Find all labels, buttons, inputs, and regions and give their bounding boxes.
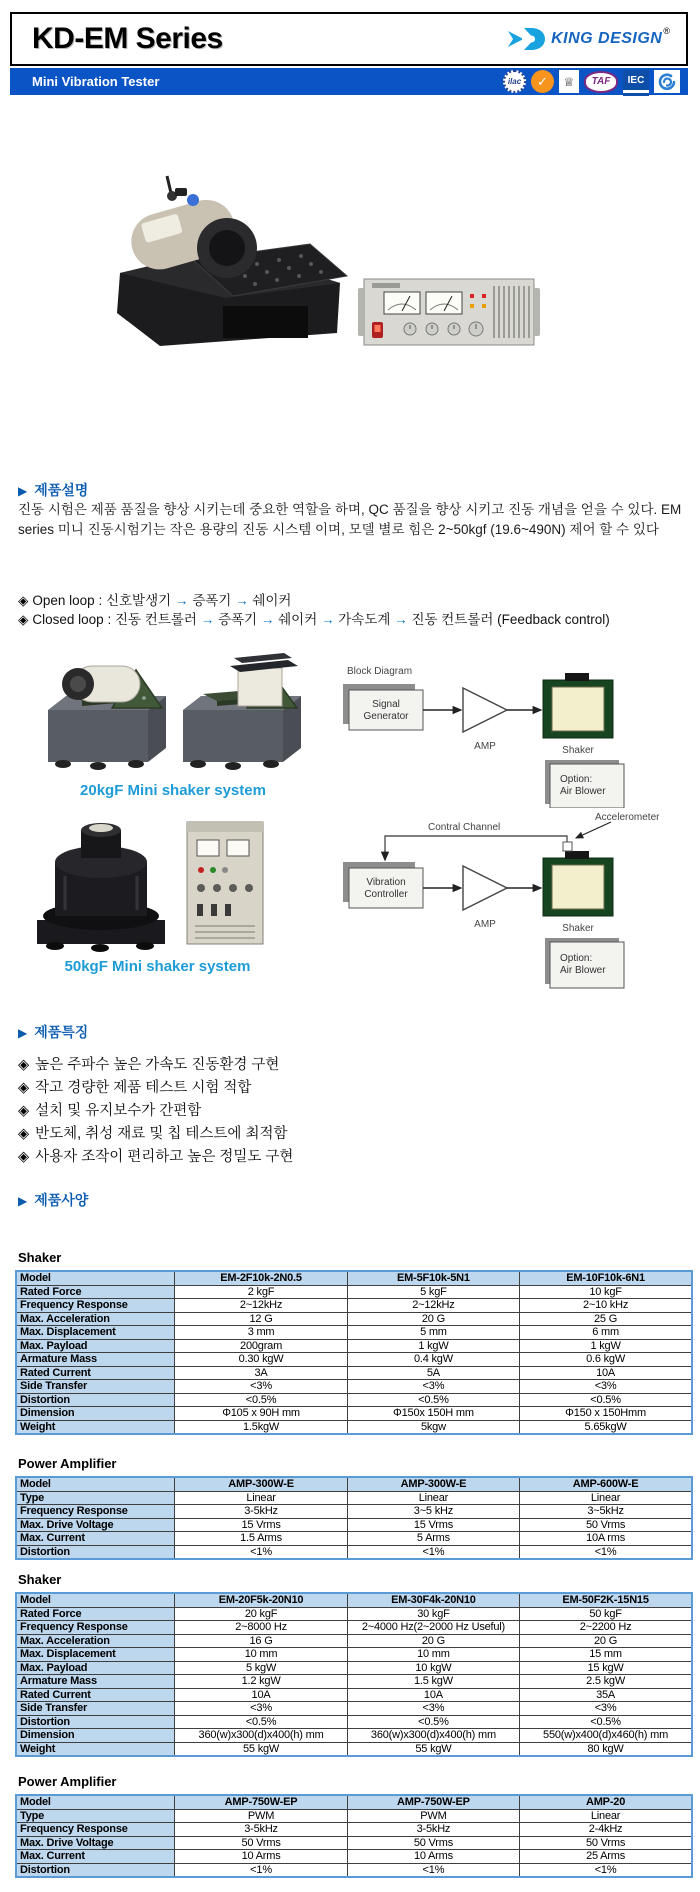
ilac-badge-icon: ilac bbox=[503, 70, 526, 93]
spec-value-cell: 35A bbox=[520, 1688, 692, 1702]
amp-label: AMP bbox=[474, 919, 496, 930]
spec-row bbox=[16, 1420, 692, 1434]
spec-header-cell: EM-50F2K-15N15 bbox=[520, 1593, 692, 1607]
diamond-bullet-icon: ◈ bbox=[18, 593, 29, 608]
spec-header-cell: AMP-300W-E bbox=[347, 1477, 519, 1491]
spec-label-cell: Rated Force bbox=[16, 1607, 175, 1621]
spec-row bbox=[16, 1393, 692, 1407]
amp-label: AMP bbox=[474, 741, 496, 752]
option-box-line2: Air Blower bbox=[560, 786, 606, 797]
shaker-spec-table-2 bbox=[15, 1592, 693, 1757]
spec-label-cell: Frequency Response bbox=[16, 1621, 175, 1635]
spec-value-cell: 3-5kHz bbox=[175, 1823, 347, 1837]
loop-name: Closed loop : bbox=[32, 612, 115, 627]
section-title: 제품설명 bbox=[34, 482, 89, 498]
spec-value-cell: 1 kgW bbox=[520, 1339, 692, 1353]
product-description: 진동 시험은 제품 품질을 향상 시키는데 중요한 역할을 하며, QC 품질을 향상 시키고 진동 개념을 얻을 수 있다. EM series 미니 진동시험기는 작은 용량의 진동 시스템 이며, 모델 별로 힘은 2~50kgf (19.6~490N) 제어 할 수 있다 bbox=[18, 502, 682, 537]
spec-value-cell: 1.5 kgW bbox=[347, 1675, 519, 1689]
spec-value-cell: 5.65kgW bbox=[520, 1420, 692, 1434]
spec-value-cell: <1% bbox=[175, 1863, 347, 1877]
table-title-amplifier-1: Power Amplifier bbox=[18, 1456, 117, 1471]
spec-row bbox=[16, 1850, 692, 1864]
spec-label-cell: Distortion bbox=[16, 1715, 175, 1729]
spec-label-cell: Max. Payload bbox=[16, 1339, 175, 1353]
spec-header-cell: AMP-300W-E bbox=[175, 1477, 347, 1491]
spec-value-cell: 55 kgW bbox=[175, 1742, 347, 1756]
spec-row bbox=[16, 1407, 692, 1421]
registered-mark: ® bbox=[663, 26, 670, 36]
spec-value-cell: 50 Vrms bbox=[520, 1518, 692, 1532]
subtitle: Mini Vibration Tester bbox=[32, 74, 160, 89]
spec-row bbox=[16, 1621, 692, 1635]
spec-value-cell: 1 kgW bbox=[347, 1339, 519, 1353]
spec-value-cell: 30 kgF bbox=[347, 1607, 519, 1621]
loop-step: 신호발생기 bbox=[105, 593, 172, 608]
spec-row bbox=[16, 1285, 692, 1299]
closed-loop-block-diagram bbox=[333, 806, 698, 994]
spec-value-cell: 55 kgW bbox=[347, 1742, 519, 1756]
spec-row bbox=[16, 1675, 692, 1689]
spec-value-cell: 2.5 kgW bbox=[520, 1675, 692, 1689]
product-photo-shaker bbox=[105, 148, 355, 353]
subtitle-bar bbox=[10, 68, 688, 95]
feature-text: 사용자 조작이 편리하고 높은 정밀도 구현 bbox=[35, 1149, 294, 1165]
spec-row bbox=[16, 1809, 692, 1823]
section-header-features bbox=[18, 1022, 88, 1042]
spec-label-cell: Frequency Response bbox=[16, 1505, 175, 1519]
spec-value-cell: 10 kgW bbox=[347, 1661, 519, 1675]
spec-label-cell: Rated Current bbox=[16, 1366, 175, 1380]
spec-value-cell: <3% bbox=[175, 1702, 347, 1716]
spec-value-cell: Φ150x 150H mm bbox=[347, 1407, 519, 1421]
spec-value-cell: 5kgw bbox=[347, 1420, 519, 1434]
spec-value-cell: <0.5% bbox=[347, 1393, 519, 1407]
spec-value-cell: <0.5% bbox=[175, 1715, 347, 1729]
spec-value-cell: 3~5 kHz bbox=[347, 1505, 519, 1519]
spec-row bbox=[16, 1477, 692, 1491]
certification-badges bbox=[503, 70, 680, 93]
page-title: KD-EM Series bbox=[32, 22, 223, 55]
spec-label-cell: Distortion bbox=[16, 1393, 175, 1407]
spec-header-cell: AMP-600W-E bbox=[520, 1477, 692, 1491]
spec-label-cell: Max. Current bbox=[16, 1850, 175, 1864]
spec-value-cell: 3~5kHz bbox=[520, 1505, 692, 1519]
spec-label-cell: Rated Current bbox=[16, 1688, 175, 1702]
flow-arrow-icon: → bbox=[257, 612, 279, 627]
taf-badge-icon: TAF bbox=[584, 71, 618, 93]
loop-step: 증폭기 bbox=[192, 593, 232, 608]
spec-row bbox=[16, 1607, 692, 1621]
spec-label-cell: Dimension bbox=[16, 1407, 175, 1421]
spec-value-cell: 2 kgF bbox=[175, 1285, 347, 1299]
spec-row bbox=[16, 1702, 692, 1716]
spec-value-cell: 5 kgF bbox=[347, 1285, 519, 1299]
spec-value-cell: 15 Vrms bbox=[347, 1518, 519, 1532]
spec-value-cell: 2~10 kHz bbox=[520, 1299, 692, 1313]
spec-label-cell: Armature Mass bbox=[16, 1353, 175, 1367]
spec-table bbox=[15, 1270, 693, 1435]
spec-label-cell: Side Transfer bbox=[16, 1702, 175, 1716]
spec-value-cell: 10A bbox=[520, 1366, 692, 1380]
spec-value-cell: 3A bbox=[175, 1366, 347, 1380]
spec-label-cell: Side Transfer bbox=[16, 1380, 175, 1394]
spec-row bbox=[16, 1729, 692, 1743]
spec-row bbox=[16, 1353, 692, 1367]
diamond-bullet-icon: ◈ bbox=[18, 1057, 30, 1073]
spec-label-cell: Max. Acceleration bbox=[16, 1312, 175, 1326]
feature-item bbox=[18, 1077, 293, 1100]
feature-item bbox=[18, 1123, 293, 1146]
spec-value-cell: <1% bbox=[520, 1863, 692, 1877]
shaker-label: Shaker bbox=[562, 745, 594, 756]
spec-value-cell: <3% bbox=[175, 1380, 347, 1394]
spec-header-cell: EM-5F10k-5N1 bbox=[347, 1271, 519, 1285]
spec-value-cell: <1% bbox=[347, 1863, 519, 1877]
spec-value-cell: 5 mm bbox=[347, 1326, 519, 1340]
spec-row bbox=[16, 1491, 692, 1505]
spec-value-cell: <0.5% bbox=[520, 1715, 692, 1729]
spec-label-cell: Rated Force bbox=[16, 1285, 175, 1299]
amplifier-spec-table-2 bbox=[15, 1794, 693, 1878]
diamond-bullet-icon: ◈ bbox=[18, 1149, 30, 1165]
loop-step: 가속도계 bbox=[338, 612, 391, 627]
spec-value-cell: 50 Vrms bbox=[175, 1836, 347, 1850]
spec-row bbox=[16, 1545, 692, 1559]
spec-value-cell: 2~4000 Hz(2~2000 Hz Useful) bbox=[347, 1621, 519, 1635]
table-title-amplifier-2: Power Amplifier bbox=[18, 1774, 117, 1789]
brand-name: KING DESIGN bbox=[551, 30, 663, 47]
option-box-line1: Option: bbox=[560, 774, 593, 785]
spec-value-cell: 50 kgF bbox=[520, 1607, 692, 1621]
gtc-swirl-badge-icon bbox=[654, 70, 680, 93]
spec-value-cell: 12 G bbox=[175, 1312, 347, 1326]
spec-value-cell: 50 Vrms bbox=[520, 1836, 692, 1850]
spec-value-cell: Linear bbox=[520, 1491, 692, 1505]
section-arrow-icon: ▶ bbox=[18, 1026, 28, 1040]
spec-value-cell: 0.6 kgW bbox=[520, 1353, 692, 1367]
spec-value-cell: 3-5kHz bbox=[175, 1505, 347, 1519]
spec-value-cell: Linear bbox=[347, 1491, 519, 1505]
spec-value-cell: 3 mm bbox=[175, 1326, 347, 1340]
header bbox=[10, 12, 688, 66]
spec-value-cell: 1.5kgW bbox=[175, 1420, 347, 1434]
diamond-bullet-icon: ◈ bbox=[18, 1103, 30, 1119]
spec-value-cell: <3% bbox=[520, 1702, 692, 1716]
spec-label-cell: Frequency Response bbox=[16, 1823, 175, 1837]
accelerometer-label: Accelerometer bbox=[595, 812, 660, 823]
spec-value-cell: 2~12kHz bbox=[175, 1299, 347, 1313]
spec-row bbox=[16, 1836, 692, 1850]
spec-value-cell: 2~12kHz bbox=[347, 1299, 519, 1313]
spec-value-cell: <3% bbox=[347, 1380, 519, 1394]
spec-row bbox=[16, 1742, 692, 1756]
spec-label-cell: Max. Displacement bbox=[16, 1648, 175, 1662]
shaker-spec-table-1 bbox=[15, 1270, 693, 1435]
spec-label-cell: Max. Payload bbox=[16, 1661, 175, 1675]
spec-row bbox=[16, 1271, 692, 1285]
spec-value-cell: 10 kgF bbox=[520, 1285, 692, 1299]
spec-row bbox=[16, 1688, 692, 1702]
spec-value-cell: 6 mm bbox=[520, 1326, 692, 1340]
open-loop-block-diagram bbox=[333, 636, 695, 808]
spec-row bbox=[16, 1593, 692, 1607]
signal-generator-box-line2: Generator bbox=[363, 711, 409, 722]
spec-value-cell: 2-4kHz bbox=[520, 1823, 692, 1837]
amplifier-spec-table-1 bbox=[15, 1476, 693, 1560]
feature-item bbox=[18, 1100, 293, 1123]
spec-value-cell: 3-5kHz bbox=[347, 1823, 519, 1837]
spec-label-cell: Armature Mass bbox=[16, 1675, 175, 1689]
spec-label-cell: Type bbox=[16, 1809, 175, 1823]
spec-value-cell: 10 mm bbox=[347, 1648, 519, 1662]
spec-header-cell: EM-10F10k-6N1 bbox=[520, 1271, 692, 1285]
spec-label-cell: Max. Drive Voltage bbox=[16, 1836, 175, 1850]
spec-label-cell: Distortion bbox=[16, 1545, 175, 1559]
photo-50kgf-shaker-system bbox=[25, 792, 290, 954]
spec-value-cell: Linear bbox=[520, 1809, 692, 1823]
spec-value-cell: Φ150 x 150Hmm bbox=[520, 1407, 692, 1421]
spec-value-cell: 0.30 kgW bbox=[175, 1353, 347, 1367]
spec-row bbox=[16, 1634, 692, 1648]
vibration-controller-box-line1: Vibration bbox=[366, 877, 406, 888]
spec-value-cell: <0.5% bbox=[347, 1715, 519, 1729]
diamond-bullet-icon: ◈ bbox=[18, 612, 29, 627]
loop-step: 진동 컨트롤러 bbox=[114, 612, 197, 627]
table-title-shaker-2: Shaker bbox=[18, 1572, 62, 1587]
ukas-badge-icon: ♕ bbox=[559, 70, 579, 93]
spec-row bbox=[16, 1823, 692, 1837]
spec-row bbox=[16, 1339, 692, 1353]
section-arrow-icon: ▶ bbox=[18, 484, 28, 498]
iec-badge-icon: IEC bbox=[623, 70, 649, 93]
spec-label-cell: Distortion bbox=[16, 1863, 175, 1877]
spec-value-cell: 16 G bbox=[175, 1634, 347, 1648]
spec-value-cell: 2~2200 Hz bbox=[520, 1621, 692, 1635]
spec-value-cell: 1.2 kgW bbox=[175, 1675, 347, 1689]
spec-value-cell: 5 Arms bbox=[347, 1532, 519, 1546]
feature-text: 작고 경량한 제품 테스트 시험 적합 bbox=[35, 1080, 252, 1096]
spec-table bbox=[15, 1476, 693, 1560]
spec-label-cell: Dimension bbox=[16, 1729, 175, 1743]
spec-row bbox=[16, 1299, 692, 1313]
feature-list bbox=[18, 1054, 293, 1169]
product-photo-amplifier bbox=[358, 276, 540, 350]
spec-value-cell: 50 Vrms bbox=[347, 1836, 519, 1850]
spec-label-cell: Max. Current bbox=[16, 1532, 175, 1546]
flow-arrow-icon: → bbox=[171, 593, 193, 608]
brand-logo bbox=[507, 26, 670, 52]
spec-value-cell: PWM bbox=[347, 1809, 519, 1823]
section-title: 제품사양 bbox=[34, 1192, 89, 1208]
spec-value-cell: 15 Vrms bbox=[175, 1518, 347, 1532]
section-arrow-icon: ▶ bbox=[18, 1194, 28, 1208]
flow-arrow-icon: → bbox=[231, 593, 253, 608]
spec-value-cell: 2~8000 Hz bbox=[175, 1621, 347, 1635]
table-title-shaker-1: Shaker bbox=[18, 1250, 62, 1265]
caption-20kgf: 20kgF Mini shaker system bbox=[80, 782, 266, 799]
spec-header-cell: EM-2F10k-2N0.5 bbox=[175, 1271, 347, 1285]
spec-value-cell: 5 kgW bbox=[175, 1661, 347, 1675]
spec-value-cell: 10 Arms bbox=[347, 1850, 519, 1864]
spec-row bbox=[16, 1863, 692, 1877]
feature-item bbox=[18, 1054, 293, 1077]
spec-header-cell: AMP-20 bbox=[520, 1795, 692, 1809]
spec-row bbox=[16, 1532, 692, 1546]
signal-chain-list bbox=[18, 591, 688, 629]
flow-arrow-icon: → bbox=[390, 612, 412, 627]
king-design-logo-icon bbox=[507, 26, 547, 52]
spec-header-cell: Model bbox=[16, 1477, 175, 1491]
signal-chain-line bbox=[18, 591, 688, 610]
spec-table bbox=[15, 1794, 693, 1878]
feature-text: 반도체, 취성 재료 및 칩 테스트에 최적함 bbox=[35, 1126, 288, 1142]
feature-text: 설치 및 유지보수가 간편함 bbox=[35, 1103, 202, 1119]
spec-value-cell: 200gram bbox=[175, 1339, 347, 1353]
spec-value-cell: Linear bbox=[175, 1491, 347, 1505]
spec-value-cell: 10A bbox=[347, 1688, 519, 1702]
spec-value-cell: <3% bbox=[520, 1380, 692, 1394]
loop-step: 증폭기 bbox=[217, 612, 258, 627]
option-box-line2: Air Blower bbox=[560, 965, 606, 976]
spec-header-cell: Model bbox=[16, 1795, 175, 1809]
signal-chain-line bbox=[18, 610, 688, 629]
spec-value-cell: 20 G bbox=[520, 1634, 692, 1648]
spec-value-cell: <0.5% bbox=[520, 1393, 692, 1407]
spec-value-cell: <0.5% bbox=[175, 1393, 347, 1407]
spec-header-cell: EM-20F5k-20N10 bbox=[175, 1593, 347, 1607]
spec-value-cell: 25 G bbox=[520, 1312, 692, 1326]
spec-row bbox=[16, 1518, 692, 1532]
diamond-bullet-icon: ◈ bbox=[18, 1126, 30, 1142]
diamond-bullet-icon: ◈ bbox=[18, 1080, 30, 1096]
loop-name: Open loop : bbox=[32, 593, 106, 608]
spec-row bbox=[16, 1715, 692, 1729]
spec-value-cell: 550(w)x400(d)x460(h) mm bbox=[520, 1729, 692, 1743]
section-header-description bbox=[18, 480, 88, 500]
shaker-label: Shaker bbox=[562, 923, 594, 934]
spec-header-cell: EM-30F4k-20N10 bbox=[347, 1593, 519, 1607]
spec-value-cell: 5A bbox=[347, 1366, 519, 1380]
spec-label-cell: Weight bbox=[16, 1420, 175, 1434]
control-channel-label: Contral Channel bbox=[428, 822, 501, 833]
spec-label-cell: Max. Displacement bbox=[16, 1326, 175, 1340]
spec-table bbox=[15, 1592, 693, 1757]
spec-value-cell: 360(w)x300(d)x400(h) mm bbox=[347, 1729, 519, 1743]
signal-generator-box-line1: Signal bbox=[372, 699, 400, 710]
spec-value-cell: Φ105 x 90H mm bbox=[175, 1407, 347, 1421]
spec-row bbox=[16, 1795, 692, 1809]
spec-value-cell: <1% bbox=[347, 1545, 519, 1559]
spec-value-cell: 0.4 kgW bbox=[347, 1353, 519, 1367]
spec-value-cell: 10 mm bbox=[175, 1648, 347, 1662]
spec-value-cell: 360(w)x300(d)x400(h) mm bbox=[175, 1729, 347, 1743]
spec-header-cell: Model bbox=[16, 1271, 175, 1285]
feature-item bbox=[18, 1146, 293, 1169]
spec-value-cell: 1.5 Arms bbox=[175, 1532, 347, 1546]
spec-value-cell: 20 G bbox=[347, 1312, 519, 1326]
spec-value-cell: <3% bbox=[347, 1702, 519, 1716]
loop-step: 진동 컨트롤러 (Feedback control) bbox=[411, 612, 610, 627]
spec-value-cell: 80 kgW bbox=[520, 1742, 692, 1756]
spec-label-cell: Max. Acceleration bbox=[16, 1634, 175, 1648]
spec-row bbox=[16, 1366, 692, 1380]
spec-value-cell: PWM bbox=[175, 1809, 347, 1823]
spec-label-cell: Frequency Response bbox=[16, 1299, 175, 1313]
section-header-specs bbox=[18, 1190, 88, 1210]
spec-row bbox=[16, 1312, 692, 1326]
flow-arrow-icon: → bbox=[196, 612, 218, 627]
spec-row bbox=[16, 1661, 692, 1675]
loop-step: 쉐이커 bbox=[278, 612, 318, 627]
spec-row bbox=[16, 1505, 692, 1519]
spec-label-cell: Max. Drive Voltage bbox=[16, 1518, 175, 1532]
spec-value-cell: 15 mm bbox=[520, 1648, 692, 1662]
spec-value-cell: 10A bbox=[175, 1688, 347, 1702]
spec-label-cell: Type bbox=[16, 1491, 175, 1505]
option-box-line1: Option: bbox=[560, 953, 593, 964]
spec-value-cell: 15 kgW bbox=[520, 1661, 692, 1675]
spec-header-cell: AMP-750W-EP bbox=[347, 1795, 519, 1809]
sgs-badge-icon: ✓ bbox=[531, 70, 554, 93]
spec-row bbox=[16, 1326, 692, 1340]
spec-value-cell: <1% bbox=[520, 1545, 692, 1559]
loop-step: 쉐이커 bbox=[252, 593, 292, 608]
spec-value-cell: 20 G bbox=[347, 1634, 519, 1648]
spec-row bbox=[16, 1648, 692, 1662]
spec-row bbox=[16, 1380, 692, 1394]
spec-label-cell: Weight bbox=[16, 1742, 175, 1756]
spec-value-cell: 10 Arms bbox=[175, 1850, 347, 1864]
spec-header-cell: Model bbox=[16, 1593, 175, 1607]
flow-arrow-icon: → bbox=[317, 612, 339, 627]
feature-text: 높은 주파수 높은 가속도 진동환경 구현 bbox=[35, 1057, 280, 1073]
photo-20kgf-shaker-systems bbox=[38, 650, 308, 780]
spec-value-cell: 25 Arms bbox=[520, 1850, 692, 1864]
caption-50kgf: 50kgF Mini shaker system bbox=[64, 958, 251, 975]
spec-value-cell: <1% bbox=[175, 1545, 347, 1559]
spec-value-cell: 10A rms bbox=[520, 1532, 692, 1546]
diagram-title: Block Diagram bbox=[347, 666, 413, 677]
section-title: 제품특징 bbox=[34, 1024, 89, 1040]
spec-header-cell: AMP-750W-EP bbox=[175, 1795, 347, 1809]
vibration-controller-box-line2: Controller bbox=[364, 889, 408, 900]
spec-value-cell: 20 kgF bbox=[175, 1607, 347, 1621]
